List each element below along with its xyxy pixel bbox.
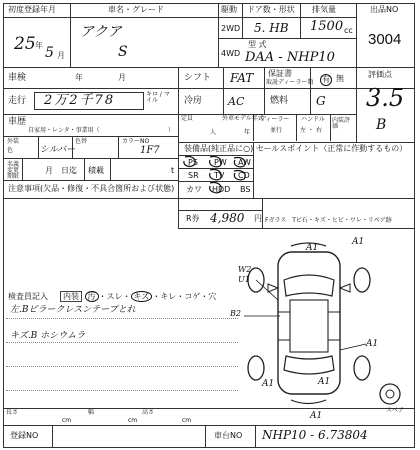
mark-rear: A1 bbox=[310, 411, 323, 421]
equip-aw: AW bbox=[238, 158, 251, 167]
lot-number-label: 出品NO bbox=[370, 5, 399, 14]
doors-value: 5. HB bbox=[254, 21, 289, 35]
first-reg-label: 初度登録年月 bbox=[8, 5, 56, 14]
mark-left-rear: A1 bbox=[262, 379, 275, 389]
equip-leather: カワ bbox=[186, 185, 202, 194]
inspector-label: 検査員記入 bbox=[8, 292, 48, 301]
model-label: 型 式 bbox=[248, 40, 267, 49]
fuel-label: 燃料 bbox=[270, 96, 289, 106]
score-value: 3.5 bbox=[366, 84, 405, 112]
drive-2wd: 2WD bbox=[221, 24, 241, 33]
inspector-note-1: 左.Bピラークレスンテープとれ bbox=[10, 305, 136, 315]
car-name-grade-label: 車名・グレード bbox=[108, 5, 164, 14]
chassis-no-value: NHP10 - 6.73804 bbox=[262, 428, 368, 442]
load-capacity-label: 積載 bbox=[88, 166, 104, 175]
tag-hole: 穴 bbox=[208, 292, 217, 301]
warranty-sub: 取説ディーラー類 bbox=[266, 79, 314, 86]
height-label: 高さ bbox=[142, 409, 155, 416]
inspection-year-unit: 年 bbox=[75, 73, 83, 82]
original-color-label: 色 bbox=[7, 147, 14, 154]
dealer-label: ディーラー bbox=[260, 116, 290, 123]
inspection-month-unit: 月 bbox=[118, 73, 126, 82]
car-name: アクア bbox=[80, 24, 122, 40]
mark-windshield-2: U1 bbox=[238, 275, 250, 284]
equipment-label: 装備品(純正品に○) bbox=[184, 144, 254, 153]
equip-cd: CD bbox=[238, 171, 250, 180]
recycle-unit: 円 bbox=[254, 214, 262, 223]
tag-burn: コゲ bbox=[184, 292, 201, 301]
model-year-unit: 年 bbox=[244, 129, 251, 136]
warranty-label: 保証書 bbox=[268, 69, 292, 78]
exterior-label: 外装 bbox=[7, 138, 20, 145]
year-unit: 年 bbox=[35, 41, 43, 50]
first-reg-year: 25 bbox=[14, 34, 36, 54]
inspection-label: 車検 bbox=[8, 73, 27, 83]
color-no-value: 1F7 bbox=[140, 145, 160, 156]
ac-label: 冷房 bbox=[184, 96, 203, 106]
equip-tv: TV bbox=[214, 171, 225, 180]
equipment-circle-marks bbox=[180, 156, 252, 196]
month-unit: 月 bbox=[57, 51, 65, 60]
spare-label: スペア bbox=[386, 407, 405, 414]
color-change-label: 色替 bbox=[75, 138, 88, 145]
displacement-value: 1500 bbox=[310, 19, 344, 34]
mileage-value: 2万2千78 bbox=[44, 93, 116, 108]
tag-scratch: キズ bbox=[131, 291, 153, 302]
t-unit: t bbox=[171, 166, 175, 175]
model-value: DAA - NHP10 bbox=[245, 50, 335, 65]
shift-value: FAT bbox=[230, 71, 254, 85]
chassis-no-label: 車台NO bbox=[214, 431, 243, 440]
tag-scuff: スレ bbox=[106, 292, 123, 301]
history-label: 車歴 bbox=[8, 117, 27, 127]
model-year-label: 外車モデル年式 bbox=[222, 115, 264, 122]
score-label: 評価点 bbox=[368, 70, 392, 79]
cc-unit: cc bbox=[344, 26, 353, 35]
length-cm: cm bbox=[62, 417, 72, 424]
history-sub-end: ） bbox=[168, 127, 175, 134]
width-label: 幅 bbox=[88, 409, 95, 416]
lot-number: 3004 bbox=[368, 31, 402, 48]
damage-legend: Fガラス Tビ石・キズ・ヒビ・ワレ・リペア跡 bbox=[265, 217, 392, 224]
door-shape-label: ドア数・形状 bbox=[247, 5, 295, 14]
width-cm: cm bbox=[128, 417, 138, 424]
drive-label: 駆動 bbox=[221, 5, 237, 14]
drive-4wd: 4WD bbox=[221, 49, 241, 58]
interior-value: B bbox=[376, 117, 387, 133]
name-change-unit: 月 日迄 bbox=[45, 166, 77, 175]
tag-cut: キレ bbox=[160, 292, 177, 301]
car-diagram bbox=[236, 237, 386, 410]
ac-value: AC bbox=[228, 95, 245, 108]
recycle-value: 4,980 bbox=[210, 211, 245, 225]
mark-right-rear: A1 bbox=[318, 377, 331, 387]
tag-dirt: 汚 bbox=[85, 291, 99, 302]
warranty-no: 無 bbox=[336, 74, 344, 83]
name-change-label: 名義変更期限 bbox=[7, 161, 20, 180]
capacity-unit: 人 bbox=[210, 129, 217, 136]
equip-sr: SR bbox=[188, 171, 199, 180]
spare-tire-icon bbox=[378, 382, 402, 406]
history-sub: 自家用・レンタ・事業用（ bbox=[28, 127, 100, 134]
equip-bs: BS bbox=[240, 185, 251, 194]
height-cm: cm bbox=[182, 417, 192, 424]
first-reg-month: 5 bbox=[45, 45, 54, 61]
recycle-label: R券 bbox=[186, 214, 200, 223]
mileage-unit: キロ / マイル bbox=[146, 91, 170, 104]
mark-left-side: B2 bbox=[230, 309, 241, 318]
exterior-color-value: シルバー bbox=[40, 145, 76, 155]
capacity-label: 定員 bbox=[181, 115, 194, 122]
color-no-label: カラーNO bbox=[122, 138, 150, 145]
tag-interior: 内装 bbox=[60, 291, 82, 302]
mark-front-right: A1 bbox=[352, 237, 365, 247]
inspector-tags: 内装 汚 ・スレ・ キズ ・キレ・コゲ・穴 bbox=[60, 291, 216, 302]
equip-ps: PS bbox=[188, 158, 198, 167]
sales-point-label: セールスポイント（正常に作動するもの） bbox=[256, 144, 408, 153]
displacement-label: 排気量 bbox=[312, 5, 336, 14]
warranty-yes: 有 bbox=[322, 75, 330, 84]
mark-windshield: W2 bbox=[238, 265, 252, 274]
length-label: 長さ bbox=[6, 409, 19, 416]
equip-pw: PW bbox=[214, 158, 227, 167]
handle-sub: 左 ・ 右 bbox=[300, 127, 322, 134]
handle-label: ハンドル bbox=[301, 116, 326, 123]
interior-label: 内装評価 bbox=[332, 117, 351, 130]
mark-right: A1 bbox=[366, 339, 379, 349]
inspector-note-2: キズ.B ホシウムラ bbox=[10, 331, 86, 341]
dealer-sub: 並行 bbox=[270, 127, 283, 134]
car-grade: S bbox=[118, 44, 128, 60]
equip-hdd: HDD bbox=[212, 185, 231, 194]
shift-label: シフト bbox=[184, 73, 212, 83]
fuel-value: G bbox=[316, 94, 326, 108]
notes-label: 注意事項(欠品・修復・不具合箇所および状態) bbox=[8, 184, 175, 193]
mileage-label: 走行 bbox=[8, 96, 27, 106]
registration-no-label: 登録NO bbox=[10, 431, 39, 440]
mark-front: A1 bbox=[306, 243, 319, 253]
